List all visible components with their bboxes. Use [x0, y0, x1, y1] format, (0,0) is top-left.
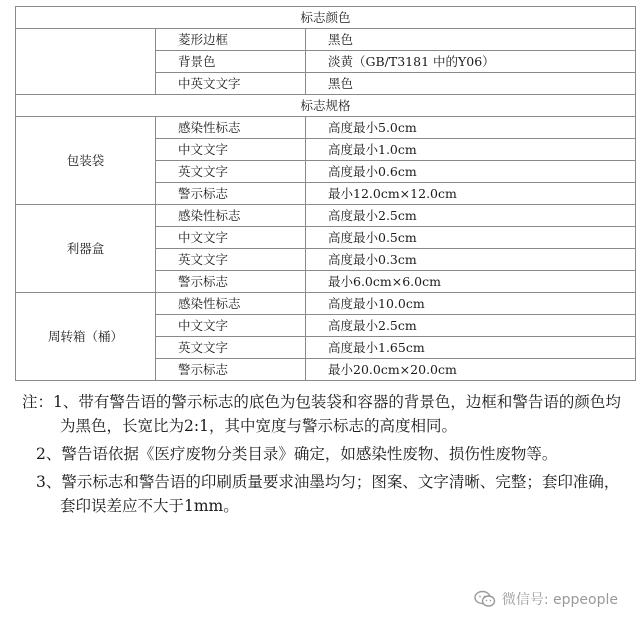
note-item: [22, 442, 632, 466]
spec-label: 警示标志: [156, 271, 306, 293]
watermark: [474, 589, 618, 609]
spec-value: 最小12.0cm×12.0cm: [306, 183, 636, 205]
spec-table: [15, 6, 636, 381]
group-name: 周转箱（桶）: [16, 293, 156, 381]
color-label: 菱形边框: [156, 29, 306, 51]
spec-value: 高度最小0.5cm: [306, 227, 636, 249]
color-label: 背景色: [156, 51, 306, 73]
table-row: [16, 117, 636, 139]
spec-value: 最小6.0cm×6.0cm: [306, 271, 636, 293]
spec-value: 高度最小10.0cm: [306, 293, 636, 315]
spec-label: 警示标志: [156, 359, 306, 381]
spec-label: 英文文字: [156, 161, 306, 183]
section-header-spec: 标志规格: [16, 95, 636, 117]
table-row: [16, 29, 636, 51]
color-value: 黑色: [306, 73, 636, 95]
spec-label: 感染性标志: [156, 293, 306, 315]
spec-value: 高度最小2.5cm: [306, 315, 636, 337]
spec-label: 英文文字: [156, 337, 306, 359]
spec-value: 高度最小0.6cm: [306, 161, 636, 183]
spec-value: 高度最小1.65cm: [306, 337, 636, 359]
spec-value: 高度最小1.0cm: [306, 139, 636, 161]
spec-label: 感染性标志: [156, 205, 306, 227]
notes-section: [22, 390, 632, 518]
empty-cell: [16, 29, 156, 95]
table-row: [16, 7, 636, 29]
spec-label: 中文文字: [156, 227, 306, 249]
group-name: 包装袋: [16, 117, 156, 205]
watermark-text: 微信号: eppeople: [501, 592, 618, 608]
section-header-color: 标志颜色: [16, 7, 636, 29]
spec-label: 感染性标志: [156, 117, 306, 139]
spec-value: 高度最小0.3cm: [306, 249, 636, 271]
color-label: 中英文文字: [156, 73, 306, 95]
spec-value: 高度最小2.5cm: [306, 205, 636, 227]
note-text: 1、带有警告语的警示标志的底色为包装袋和容器的背景色，边框和警告语的颜色均为黑色，长宽比为2:1，其中宽度与警示标志的高度相同。: [53, 393, 621, 435]
wechat-icon: [474, 590, 496, 608]
table-row: [16, 95, 636, 117]
group-name: 利器盒: [16, 205, 156, 293]
spec-value: 高度最小5.0cm: [306, 117, 636, 139]
spec-label: 警示标志: [156, 183, 306, 205]
spec-label: 中文文字: [156, 315, 306, 337]
note-text: 3、警示标志和警告语的印刷质量要求油墨均匀；图案、文字清晰、完整；套印准确，套印误差应不大于1mm。: [36, 473, 620, 515]
table-row: [16, 293, 636, 315]
note-item: [22, 470, 632, 518]
notes-prefix: 注：: [22, 393, 54, 411]
color-value: 黑色: [306, 29, 636, 51]
note-item: [22, 390, 632, 438]
table-row: [16, 205, 636, 227]
note-text: 2、警告语依据《医疗废物分类目录》确定，如感染性废物、损伤性废物等。: [36, 445, 558, 463]
spec-value: 最小20.0cm×20.0cm: [306, 359, 636, 381]
spec-label: 英文文字: [156, 249, 306, 271]
color-value: 淡黄（GB/T3181 中的Y06）: [306, 51, 636, 73]
spec-label: 中文文字: [156, 139, 306, 161]
